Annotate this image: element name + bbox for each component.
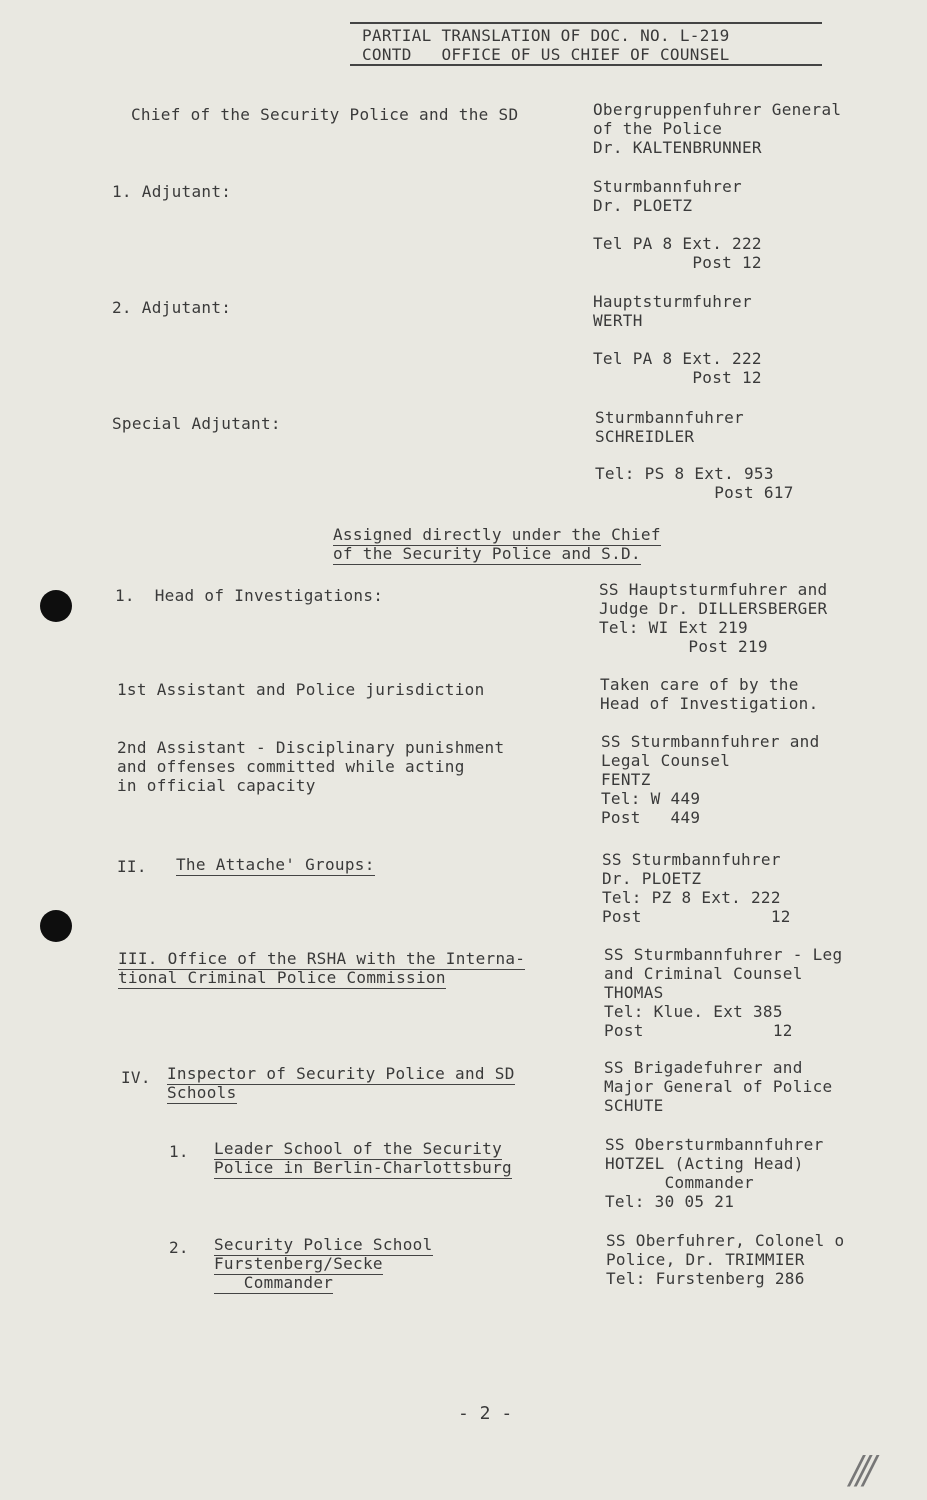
row-adjutant2-right: Hauptsturmfuhrer WERTH (593, 292, 752, 330)
row-adjutant1-left: 1. Adjutant: (112, 182, 232, 201)
row-special-adjutant-right: Sturmbannfuhrer SCHREIDLER (595, 408, 744, 446)
entry-inspector-right: SS Brigadefuhrer and Major General of Police SCHUTE (604, 1058, 833, 1115)
entry-police-school-right: SS Oberfuhrer, Colonel o Police, Dr. TRIMMIER Tel: Furstenberg 286 (606, 1231, 845, 1288)
header-top-rule (350, 22, 822, 24)
entry-leader-school-right: SS Obersturmbannfuhrer HOTZEL (Acting Head) Commander Tel: 30 05 21 (605, 1135, 824, 1211)
entry-leader-school-number: 1. (169, 1142, 189, 1161)
entry-leader-school-left (214, 1139, 512, 1177)
entry-second-assistant-left: 2nd Assistant - Disciplinary punishment and offenses committed while acting in official capacity (117, 738, 505, 795)
section-heading-text-2: of the Security Police and S.D. (333, 544, 641, 563)
header-line-1: PARTIAL TRANSLATION OF DOC. NO. L-219 (362, 26, 730, 45)
entry-head-investigations-right: SS Hauptsturmfuhrer and Judge Dr. DILLERSBERGER Tel: WI Ext 219 Post 219 (599, 580, 828, 656)
entry-police-school-number: 2. (169, 1238, 189, 1257)
row-adjutant2-left: 2. Adjutant: (112, 298, 232, 317)
corner-handwritten-mark: /// (850, 1448, 871, 1492)
entry-inspector-left (167, 1064, 515, 1102)
row-adjutant1-tel: Tel PA 8 Ext. 222 Post 12 (593, 234, 762, 272)
row-adjutant2-tel: Tel PA 8 Ext. 222 Post 12 (593, 349, 762, 387)
entry-rsha-title: III. Office of the RSHA with the Interna- tional Criminal Police Commission (118, 949, 526, 987)
header-bottom-rule (350, 64, 822, 66)
entry-police-school-left (214, 1235, 433, 1292)
row-special-adjutant-tel: Tel: PS 8 Ext. 953 Post 617 (595, 464, 794, 502)
entry-police-school-title: Security Police School Furstenberg/Secke Commander (214, 1235, 433, 1292)
entry-attache-right: SS Sturmbannfuhrer Dr. PLOETZ Tel: PZ 8 Ext. 222 Post 12 (602, 850, 791, 926)
binder-hole-top (40, 590, 72, 622)
row-adjutant1-right: Sturmbannfuhrer Dr. PLOETZ (593, 177, 742, 215)
entry-leader-school-title: Leader School of the Security Police in Berlin-Charlottsburg (214, 1139, 512, 1177)
row-chief-right: Obergruppenfuhrer General of the Police Dr. KALTENBRUNNER (593, 100, 842, 157)
entry-first-assistant-right: Taken care of by the Head of Investigation. (600, 675, 819, 713)
header-line-2: CONTD OFFICE OF US CHIEF OF COUNSEL (362, 45, 730, 64)
entry-rsha-right: SS Sturmbannfuhrer - Leg and Criminal Counsel THOMAS Tel: Klue. Ext 385 Post 12 (604, 945, 843, 1040)
entry-rsha-left (118, 949, 525, 987)
section-heading-text-1: Assigned directly under the Chief (333, 525, 661, 544)
entry-head-investigations-left: 1. Head of Investigations: (115, 586, 384, 605)
entry-second-assistant-right: SS Sturmbannfuhrer and Legal Counsel FENTZ Tel: W 449 Post 449 (601, 732, 820, 827)
entry-inspector-title: Inspector of Security Police and SD Schools (167, 1064, 515, 1102)
row-special-adjutant-left: Special Adjutant: (112, 414, 281, 433)
page-number: - 2 - (458, 1403, 513, 1424)
entry-attache-left (176, 855, 375, 874)
entry-attache-title: The Attache' Groups: (176, 855, 375, 874)
binder-hole-bottom (40, 910, 72, 942)
entry-first-assistant-left: 1st Assistant and Police jurisdiction (117, 680, 485, 699)
section-heading-line-2 (333, 544, 641, 563)
entry-inspector-number: IV. (121, 1068, 151, 1087)
section-heading-line-1 (333, 525, 661, 544)
entry-attache-number: II. (117, 857, 147, 876)
row-chief-left: Chief of the Security Police and the SD (131, 105, 519, 124)
